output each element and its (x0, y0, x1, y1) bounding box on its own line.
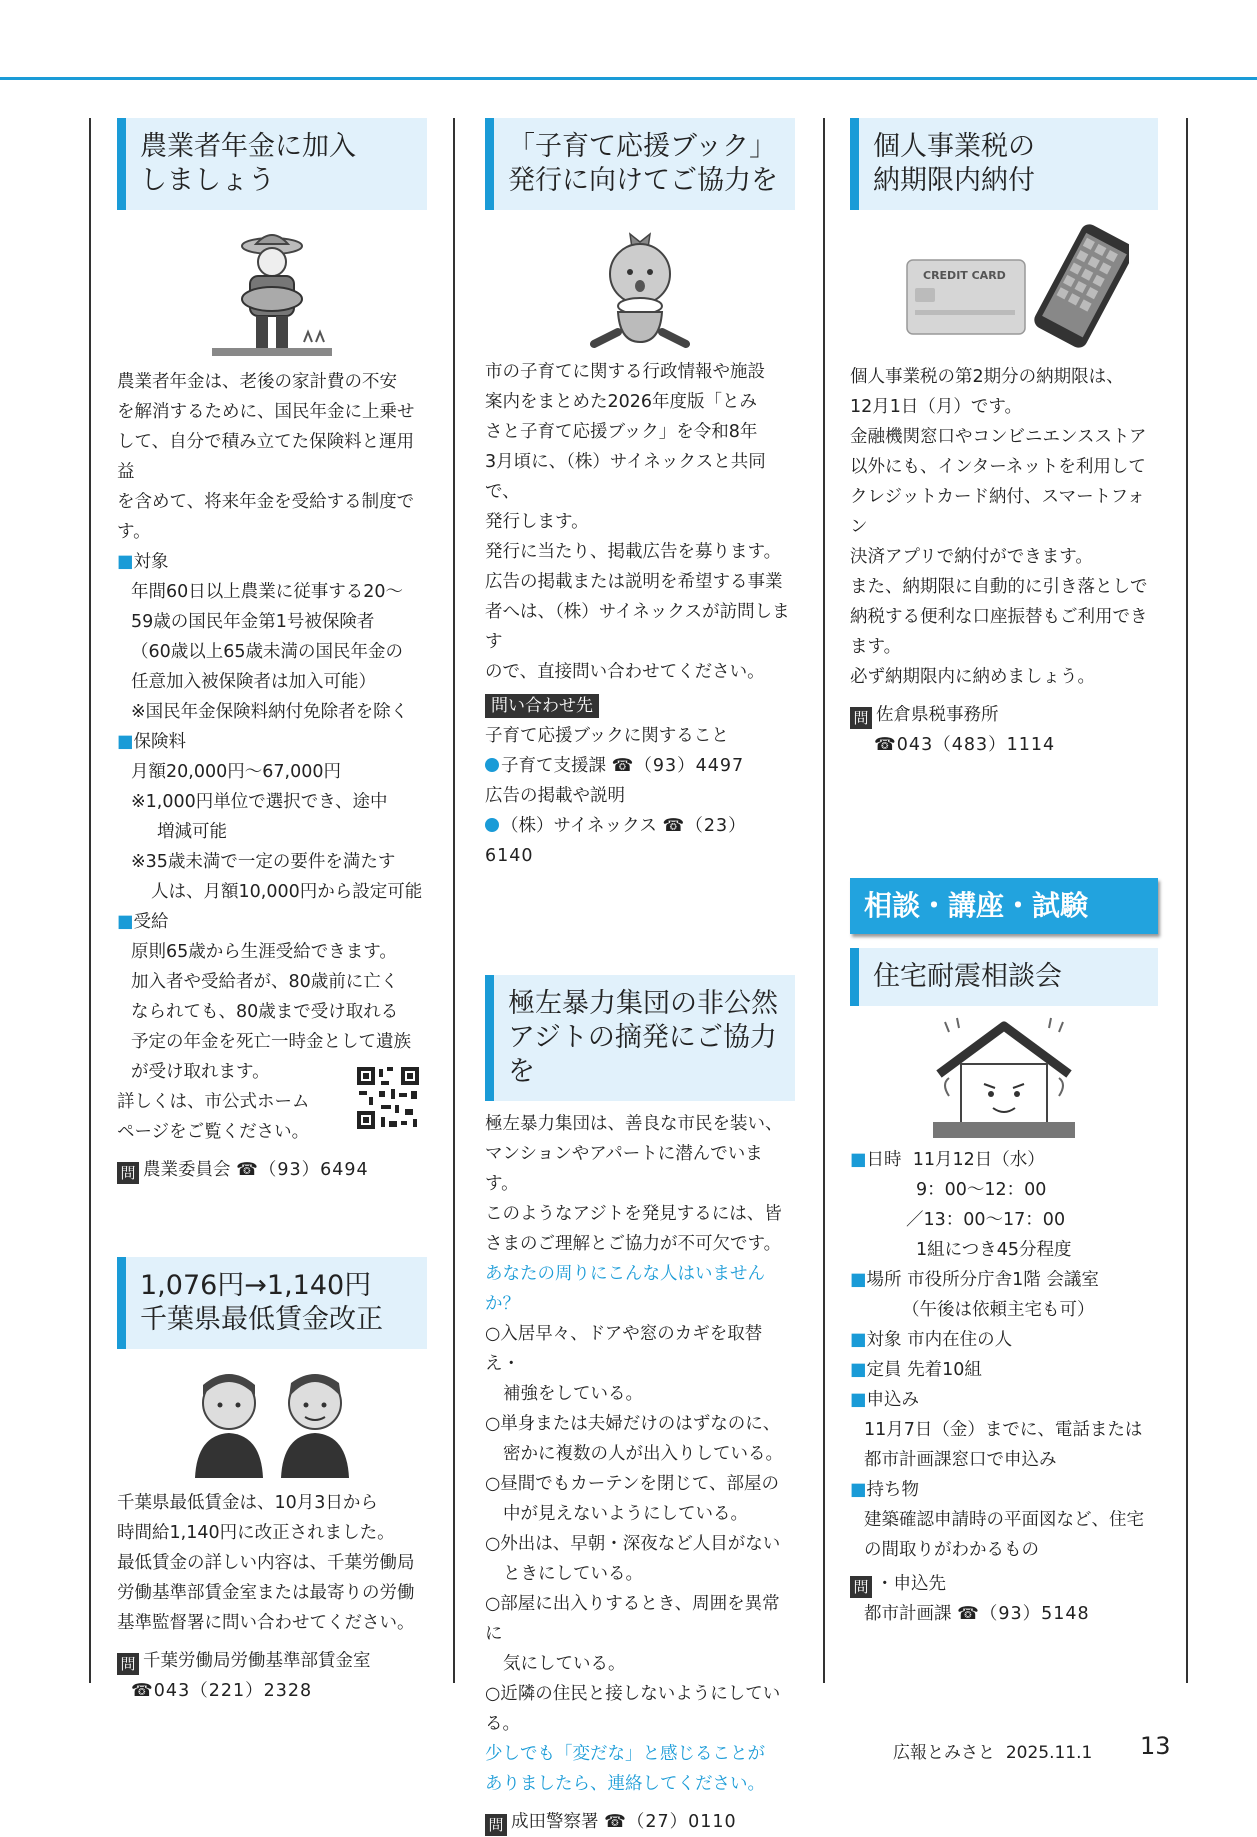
contact-tel: 都市計画課 ☎（93）5148 (864, 1604, 1090, 1624)
contact: （株）サイネックス ☎（23）6140 (485, 816, 747, 866)
contact-tel: ☎043（221）2328 (131, 1681, 313, 1701)
contact: 問 ・申込先 (850, 1569, 1158, 1599)
category-banner: 相談・講座・試験 (850, 878, 1158, 934)
baby-illustration (590, 224, 690, 349)
contact: 問 農業委員会 ☎（93）6494 (117, 1155, 427, 1185)
place-row: ■場所 市役所分庁舎1階 会議室 (850, 1270, 1099, 1290)
contact-tel: ☎043（483）1114 (874, 735, 1056, 755)
inquiry-tag: 問い合わせ先 (485, 694, 599, 718)
card-and-phone-illustration (879, 224, 1129, 354)
workers-illustration (187, 1363, 357, 1478)
publication-name: 広報とみさと (893, 1743, 995, 1763)
publication-date: 2025.11.1 (1005, 1743, 1093, 1763)
qr-code[interactable] (355, 1065, 421, 1131)
contact: 子育て支援課 ☎（93）4497 (485, 751, 795, 781)
contact: 問 成田警察署 ☎（27）0110 (485, 1807, 795, 1837)
contact: 問 佐倉県税事務所 (850, 700, 1158, 730)
top-rule (0, 77, 1257, 80)
column-divider (1186, 118, 1188, 1683)
house-illustration (929, 1014, 1079, 1139)
footer (893, 1738, 1092, 1763)
target-label: ■対象 (117, 552, 169, 572)
section-title: 1,076円→1,140円 千葉県最低賃金改正 (117, 1257, 427, 1349)
column-divider (453, 118, 455, 1683)
bring-label: ■持ち物 (850, 1480, 920, 1500)
section-title: 農業者年金に加入 しましょう (117, 118, 427, 210)
capacity-row: ■定員 先着10組 (850, 1360, 982, 1380)
column-divider (823, 118, 825, 1683)
page-number: 13 (1140, 1732, 1171, 1760)
column-divider (89, 118, 91, 1683)
premium-label: ■保険料 (117, 732, 187, 752)
apply-label: ■申込み (850, 1390, 920, 1410)
contact: 問 千葉労働局労働基準部賃金室 (117, 1646, 427, 1676)
column-1: 農業者年金に加入 しましょう 農業者年金は、老後の家計費の不安 を解消するために、国民年金に上乗せ して、自分で積み立てた保険料と運用益 を含めて、将来年金を受給する制度です。 ■対象 年間60日以上農業に従事する20～ 59歳の国民年金第1号被保険者 （60歳以上65歳未満の国民年金の 任意加入被保険者は加入可能） ※国民年金保険料納付免除者を除く ■保険料 月額20,000円～67,000円 ※1,000円単位で選択でき、途中 増減可能 ※35歳未満で一定の要件を満たす 人は、月額10,000円から設定可能 ■受給 原則65歳から生涯受給できます。 加入者や受給者が、80歳前に亡く なられても、80歳まで受け取れる 予定の年金を死亡一時金として遺族 が受け取れます。 詳しくは、市公式ホーム ページをご覧ください。 問 農業委員会 ☎（93）6494 1,076円→1,140円 千葉県最低賃金改正 千葉県最低賃金は、10月3日から 時間給1,140円に改正されました。 最低賃金の詳しい内容は、千葉労働局 労働基準部賃金室または最寄りの労働 基準監督署に問い合わせてください。 問 千葉労働局労働基準部賃金室 ☎043（221）2328 (117, 118, 427, 1706)
section-title: 「子育て応援ブック」 発行に向けてご協力を (485, 118, 795, 210)
credit-card-text: CREDIT CARD (923, 269, 1006, 282)
section-title: 住宅耐震相談会 (850, 948, 1158, 1006)
target-row: ■対象 市内在住の人 (850, 1330, 1013, 1350)
date-row: ■日時 11月12日（水） (850, 1150, 1045, 1170)
column-2: 「子育て応援ブック」 発行に向けてご協力を 市の子育てに関する行政情報や施設 案内をまとめた2026年度版「とみ さと子育て応援ブック」を令和8年 3月頃に、（株）サイネックスと共同で、 発行します。 発行に当たり、掲載広告を募ります。 広告の掲載または説明を希望する事業 者へは、（株）サイネックスが訪問します ので、直接問い合わせてください。 問い合わせ先 子育て応援ブックに関すること 子育て支援課 ☎（93）4497 広告の掲載や説明 （株）サイネックス ☎（23）6140 極左暴力集団の非公然 アジトの摘発にご協力を 極左暴力集団は、善良な市民を装い、 マンションやアパートに潜んでいます。 このようなアジトを発見するには、皆 さまのご理解とご協力が不可欠です。 あなたの周りにこんな人はいませんか？ ○入居早々、ドアや窓のカギを取替え・ 補強をしている。 ○単身または夫婦だけのはずなのに、 密かに複数の人が出入りしている。 ○昼間でもカーテンを閉じて、部屋の 中が見えないようにしている。 ○外出は、早朝・深夜など人目がない ときにしている。 ○部屋に出入りするとき、周囲を異常に 気にしている。 ○近隣の住民と接しないようにしている。 少しでも「変だな」と感じることが ありましたら、連絡してください。 問 成田警察署 ☎（27）0110 (485, 118, 795, 1837)
column-3: 個人事業税の 納期限内納付 CREDIT CARD 個人事業税の第2期分の納期限は、 12月1日（月）です。 金融機関窓口やコンビニエンスストア 以外にも、インターネットを利用して クレジットカード納付、スマートフォン 決済アプリで納付ができます。 また、納期限に自動的に引き落としで 納税する便利な口座振替もご利用でき ます。 必ず納期限内に納めましょう。 問 佐倉県税事務所 ☎043（483）1114 相談・講座・試験 住宅耐震相談会 ■日時 11月12日（水） 9：00～12：00 ／13：00～17：00 1組につき45分程度 ■場所 市役所分庁舎1階 会議室 （午後は依頼主宅も可） ■対象 市内在住の人 ■定員 先着10組 ■申込み 11月7日（金）までに、電話または 都市計画課窓口で申込み ■持ち物 建築確認申請時の平面図など、住宅 の間取りがわかるもの 問 ・申込先 都市計画課 ☎（93）5148 (850, 118, 1158, 1629)
section-title: 個人事業税の 納期限内納付 (850, 118, 1158, 210)
section-title: 極左暴力集団の非公然 アジトの摘発にご協力を (485, 975, 795, 1101)
benefit-label: ■受給 (117, 912, 169, 932)
farmer-illustration (212, 224, 332, 359)
